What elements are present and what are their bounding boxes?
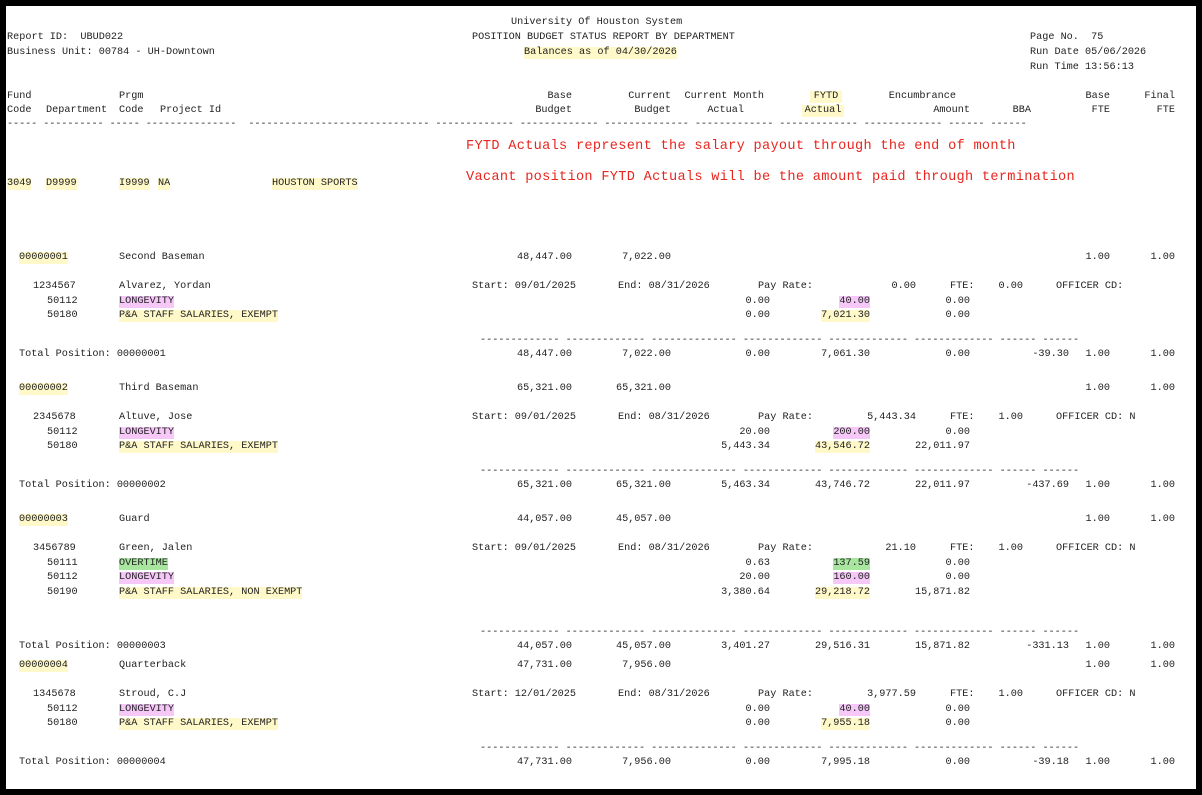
total-encumbrance: 22,011.97: [914, 480, 970, 491]
encumbrance: 0.00: [945, 295, 970, 307]
run-date: Run Date 05/06/2026: [1030, 47, 1147, 58]
position-current-budget: 45,057.00: [615, 514, 671, 525]
col-bba: BBA: [1012, 105, 1031, 116]
total-cm-actual: 5,463.34: [721, 480, 770, 491]
account-descr: P&A STAFF SALARIES, EXEMPT: [119, 310, 278, 321]
position-title: Second Baseman: [119, 252, 205, 263]
account-descr: P&A STAFF SALARIES, NON EXEMPT: [119, 586, 303, 598]
employee-name: Stroud, C.J: [119, 689, 187, 700]
account-code: 50112: [47, 295, 78, 307]
employee-name: Green, Jalen: [119, 543, 193, 554]
report-title: POSITION BUDGET STATUS REPORT BY DEPARTMENT: [472, 32, 735, 43]
fte-label: FTE:: [950, 412, 975, 423]
encumbrance: 15,871.82: [914, 586, 970, 598]
position-base-budget: 44,057.00: [516, 514, 572, 525]
cm-actual: 0.00: [745, 295, 770, 307]
pay-rate-label: Pay Rate:: [758, 543, 814, 554]
total-base-fte: 1.00: [1085, 641, 1110, 652]
encumbrance: 0.00: [945, 703, 970, 715]
header-rule: ----- ---------- ----- --------------- ------------------------------ ------------- ------------- -------------- ------------- ------------- ------------- ------ ------: [7, 119, 1027, 130]
pay-rate-label: Pay Rate:: [758, 412, 814, 423]
employee-id: 1345678: [33, 689, 76, 700]
position-final-fte: 1.00: [1150, 660, 1175, 671]
fytd-actual: 200.00: [833, 426, 870, 438]
note-vacant: Vacant position FYTD Actuals will be the amount paid through termination: [466, 170, 1075, 185]
officer-cd: OFFICER CD: N: [1056, 689, 1136, 700]
cm-actual: 0.00: [745, 310, 770, 321]
employee-name: Altuve, Jose: [119, 412, 193, 423]
run-time: Run Time 13:56:13: [1030, 62, 1134, 73]
col-base-fte-2: FTE: [1091, 105, 1110, 116]
position-id: 00000002: [19, 383, 68, 394]
position-title: Quarterback: [119, 660, 187, 671]
col-department: Department: [46, 105, 108, 116]
fytd-actual: 7,955.18: [821, 718, 870, 729]
account-descr: LONGEVITY: [119, 426, 175, 438]
fytd-actual: 137.59: [833, 557, 870, 569]
group-department: D9999: [46, 178, 77, 189]
fytd-actual: 40.00: [839, 295, 870, 307]
fytd-actual: 29,218.72: [814, 586, 870, 598]
position-final-fte: 1.00: [1150, 514, 1175, 525]
org-name: University Of Houston System: [511, 17, 683, 28]
account-code: 50112: [47, 703, 78, 715]
group-prgm: I9999: [119, 178, 150, 189]
col-encumbrance-2: Amount: [933, 105, 970, 116]
account-descr: P&A STAFF SALARIES, EXEMPT: [119, 441, 278, 452]
col-prgm-code: Code: [119, 105, 144, 116]
position-base-fte: 1.00: [1085, 383, 1110, 394]
total-bba: -331.13: [1026, 641, 1069, 652]
col-current-budget-2: Budget: [634, 105, 671, 116]
employee-id: 1234567: [33, 281, 76, 292]
total-cm-actual: 0.00: [745, 757, 770, 768]
employee-fte: 0.00: [998, 281, 1023, 292]
fytd-actual: 40.00: [839, 703, 870, 715]
total-rule: ------------- ------------- -------------- ------------- ------------- ------------- ------ ------: [480, 627, 1080, 638]
total-position-label: Total Position: 00000001: [19, 349, 166, 360]
position-id: 00000004: [19, 660, 68, 671]
cm-actual: 0.63: [745, 557, 770, 569]
position-base-budget: 48,447.00: [516, 252, 572, 263]
col-project-id: Project Id: [160, 105, 222, 116]
total-base-budget: 48,447.00: [516, 349, 572, 360]
position-id: 00000003: [19, 514, 68, 525]
total-position-label: Total Position: 00000003: [19, 641, 166, 652]
employee-id: 2345678: [33, 412, 76, 423]
account-code: 50190: [47, 586, 78, 598]
col-base-fte: Base: [1085, 91, 1110, 102]
note-fytd: FYTD Actuals represent the salary payout through the end of month: [466, 139, 1016, 154]
encumbrance: 22,011.97: [914, 441, 970, 452]
cm-actual: 20.00: [739, 572, 770, 583]
col-cm-actual: Current Month: [684, 91, 764, 102]
total-base-fte: 1.00: [1085, 757, 1110, 768]
total-fytd: 43,746.72: [814, 480, 870, 491]
col-base-budget-2: Budget: [535, 105, 572, 116]
cm-actual: 0.00: [745, 703, 770, 715]
total-final-fte: 1.00: [1150, 757, 1175, 768]
col-fund-code: Code: [7, 105, 32, 116]
employee-fte: 1.00: [998, 543, 1023, 554]
account-code: 50112: [47, 572, 78, 583]
cm-actual: 0.00: [745, 718, 770, 729]
account-code: 50112: [47, 426, 78, 438]
account-code: 50111: [47, 557, 78, 569]
balances-as-of: Balances as of 04/30/2026: [524, 47, 677, 58]
employee-start: Start: 09/01/2025: [472, 281, 576, 292]
employee-fte: 1.00: [998, 412, 1023, 423]
employee-id: 3456789: [33, 543, 76, 554]
employee-end: End: 08/31/2026: [618, 412, 710, 423]
account-code: 50180: [47, 441, 78, 452]
employee-pay-rate: 3,977.59: [867, 689, 916, 700]
position-base-budget: 47,731.00: [516, 660, 572, 671]
position-base-budget: 65,321.00: [516, 383, 572, 394]
total-fytd: 7,995.18: [821, 757, 870, 768]
report-id: Report ID: UBUD022: [7, 32, 124, 43]
total-fytd: 7,061.30: [821, 349, 870, 360]
position-title: Guard: [119, 514, 150, 525]
total-base-budget: 44,057.00: [516, 641, 572, 652]
business-unit: Business Unit: 00784 - UH-Downtown: [7, 47, 215, 58]
employee-pay-rate: 5,443.34: [867, 412, 916, 423]
total-encumbrance: 15,871.82: [914, 641, 970, 652]
page-number: Page No. 75: [1030, 32, 1104, 43]
pay-rate-label: Pay Rate:: [758, 281, 814, 292]
total-cm-actual: 0.00: [745, 349, 770, 360]
fte-label: FTE:: [950, 543, 975, 554]
col-fund: Fund: [7, 91, 32, 102]
total-rule: ------------- ------------- -------------- ------------- ------------- ------------- ------ ------: [480, 466, 1080, 477]
fytd-actual: 160.00: [833, 572, 870, 583]
col-current-budget: Current: [628, 91, 671, 102]
position-current-budget: 7,956.00: [622, 660, 671, 671]
group-project: NA: [158, 178, 171, 189]
group-name: HOUSTON SPORTS: [272, 178, 358, 189]
col-final-fte: Final: [1144, 91, 1175, 102]
col-fytd: FYTD: [810, 91, 842, 103]
position-base-fte: 1.00: [1085, 252, 1110, 263]
account-descr: LONGEVITY: [119, 295, 175, 307]
employee-pay-rate: 21.10: [885, 543, 916, 554]
encumbrance: 0.00: [945, 557, 970, 569]
employee-start: Start: 12/01/2025: [472, 689, 576, 700]
total-rule: ------------- ------------- -------------- ------------- ------------- ------------- ------ ------: [480, 335, 1080, 346]
employee-end: End: 08/31/2026: [618, 689, 710, 700]
account-code: 50180: [47, 718, 78, 729]
pay-rate-label: Pay Rate:: [758, 689, 814, 700]
total-rule: ------------- ------------- -------------- ------------- ------------- ------------- ------ ------: [480, 743, 1080, 754]
col-fytd-actual: Actual: [802, 105, 844, 117]
employee-fte: 1.00: [998, 689, 1023, 700]
col-prgm: Prgm: [119, 91, 144, 102]
encumbrance: 0.00: [945, 572, 970, 583]
total-base-budget: 65,321.00: [516, 480, 572, 491]
cm-actual: 3,380.64: [721, 586, 770, 598]
total-cm-actual: 3,401.27: [721, 641, 770, 652]
total-position-label: Total Position: 00000002: [19, 480, 166, 491]
position-final-fte: 1.00: [1150, 383, 1175, 394]
position-current-budget: 65,321.00: [615, 383, 671, 394]
position-title: Third Baseman: [119, 383, 199, 394]
total-current-budget: 7,022.00: [622, 349, 671, 360]
position-base-fte: 1.00: [1085, 514, 1110, 525]
employee-end: End: 08/31/2026: [618, 543, 710, 554]
col-encumbrance: Encumbrance: [888, 91, 956, 102]
total-bba: -437.69: [1026, 480, 1069, 491]
officer-cd: OFFICER CD: N: [1056, 412, 1136, 423]
account-descr: P&A STAFF SALARIES, EXEMPT: [119, 718, 278, 729]
officer-cd: OFFICER CD: N: [1056, 543, 1136, 554]
total-fytd: 29,516.31: [814, 641, 870, 652]
employee-end: End: 08/31/2026: [618, 281, 710, 292]
total-encumbrance: 0.00: [945, 349, 970, 360]
col-final-fte-2: FTE: [1156, 105, 1175, 116]
total-base-fte: 1.00: [1085, 349, 1110, 360]
col-cm-actual-2: Actual: [707, 105, 744, 116]
encumbrance: 0.00: [945, 426, 970, 438]
encumbrance: 0.00: [945, 718, 970, 729]
total-base-budget: 47,731.00: [516, 757, 572, 768]
total-current-budget: 7,956.00: [622, 757, 671, 768]
encumbrance: 0.00: [945, 310, 970, 321]
total-final-fte: 1.00: [1150, 641, 1175, 652]
total-bba: -39.18: [1032, 757, 1069, 768]
total-encumbrance: 0.00: [945, 757, 970, 768]
total-position-label: Total Position: 00000004: [19, 757, 166, 768]
officer-cd: OFFICER CD:: [1056, 281, 1130, 292]
fytd-actual: 43,546.72: [814, 441, 870, 452]
total-bba: -39.30: [1032, 349, 1069, 360]
total-final-fte: 1.00: [1150, 480, 1175, 491]
position-id: 00000001: [19, 252, 68, 263]
total-current-budget: 65,321.00: [615, 480, 671, 491]
employee-name: Alvarez, Yordan: [119, 281, 211, 292]
employee-start: Start: 09/01/2025: [472, 412, 576, 423]
position-current-budget: 7,022.00: [622, 252, 671, 263]
total-base-fte: 1.00: [1085, 480, 1110, 491]
group-fund: 3049: [7, 178, 32, 189]
fte-label: FTE:: [950, 689, 975, 700]
fte-label: FTE:: [950, 281, 975, 292]
account-descr: LONGEVITY: [119, 572, 175, 583]
position-final-fte: 1.00: [1150, 252, 1175, 263]
fytd-actual: 7,021.30: [821, 310, 870, 321]
account-descr: LONGEVITY: [119, 703, 175, 715]
cm-actual: 20.00: [739, 426, 770, 438]
employee-start: Start: 09/01/2025: [472, 543, 576, 554]
account-descr: OVERTIME: [119, 557, 168, 569]
col-base-budget: Base: [547, 91, 572, 102]
total-current-budget: 45,057.00: [615, 641, 671, 652]
account-code: 50180: [47, 310, 78, 321]
cm-actual: 5,443.34: [721, 441, 770, 452]
employee-pay-rate: 0.00: [891, 281, 916, 292]
total-final-fte: 1.00: [1150, 349, 1175, 360]
position-base-fte: 1.00: [1085, 660, 1110, 671]
